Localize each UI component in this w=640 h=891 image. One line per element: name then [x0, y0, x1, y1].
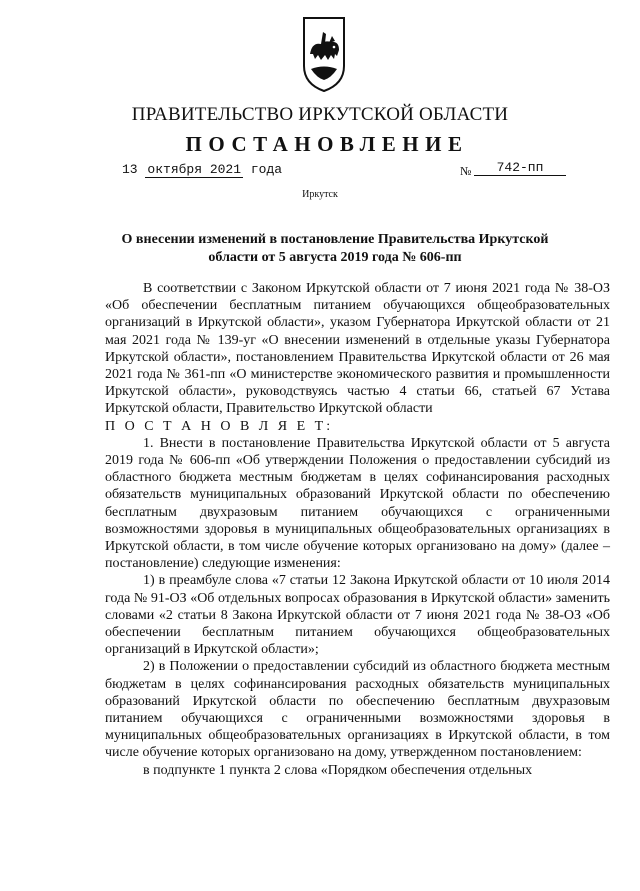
document-number: 742-пп	[474, 160, 566, 176]
preamble-paragraph: В соответствии с Законом Иркутской области от 7 июня 2021 года № 38-ОЗ «Об обеспечении бесплатным питанием обучающихся общеобразовательных организаций в Иркутской области», указом Губернатора Иркутской области от 21 мая 2021 года № 139-уг «О внесении изменений в отдельные указы Губернатора Иркутской области», постановлением Правительства Иркутской области от 26 мая 2021 года № 361-пп «О министерстве экономического развития и промышленности Иркутской области», руководствуясь частью 4 статьи 66, статьей 67 Устава Иркутской области, Правительство Иркутской области	[105, 281, 610, 417]
subpoint-1-paragraph: 1) в преамбуле слова «7 статьи 12 Закона Иркутской области от 10 июля 2014 года № 91-ОЗ «Об отдельных вопросах образования в Иркутской области» заменить словами «2 статьи 8 Закона Иркутской области от 7 июня 2021 года № 38-ОЗ «Об обеспечении бесплатным питанием обучающихся общеобразовательных организаций в Иркутской области»;	[105, 573, 610, 658]
organization-name: ПРАВИТЕЛЬСТВО ИРКУТСКОЙ ОБЛАСТИ	[131, 104, 509, 125]
subpoint-2a-paragraph: в подпункте 1 пункта 2 слова «Порядком обеспечения отдельных	[143, 762, 533, 778]
document-date	[122, 162, 282, 177]
document-title	[95, 231, 575, 267]
date-month-year: октября 2021	[147, 162, 242, 177]
coat-of-arms-icon	[301, 14, 347, 94]
decree-word: П О С Т А Н О В Л Я Е Т:	[105, 418, 334, 434]
subpoint-2-paragraph: 2) в Положении о предоставлении субсидий из областного бюджета местным бюджетам в целях софинансирования расходных обязательств муниципальных образований Иркутской области по обеспечению бесплатным двухразовым питанием обучающихся с ограниченными возможностями здоровья в муниципальных общеобразовательных организациях в Иркутской области, в том числе обучение которых организовано на дому, утвержденном постановлением:	[105, 659, 610, 761]
document-body	[105, 280, 610, 779]
date-day: 13	[122, 162, 138, 177]
city: Иркутск	[302, 189, 338, 200]
title-line-1: О внесении изменений в постановление Правительства Иркутской	[121, 232, 549, 247]
document-type: ПОСТАНОВЛЕНИЕ	[185, 132, 469, 156]
number-label: №	[460, 164, 472, 178]
point-1-paragraph: 1. Внести в постановление Правительства Иркутской области от 5 августа 2019 года № 606-пп «Об утверждении Положения о предоставлении субсидий из областного бюджета местным бюджетам в целях софинансирования расходных обязательств муниципальных образований Иркутской области по обеспечению бесплатным двухразовым питанием обучающихся с ограниченными возможностями здоровья в муниципальных общеобразовательных организациях в Иркутской области, в том числе обучение которых организовано на дому» (далее – постановление) следующие изменения:	[105, 435, 610, 572]
title-line-2: области от 5 августа 2019 года № 606-пп	[208, 250, 462, 265]
date-suffix: года	[250, 162, 283, 177]
